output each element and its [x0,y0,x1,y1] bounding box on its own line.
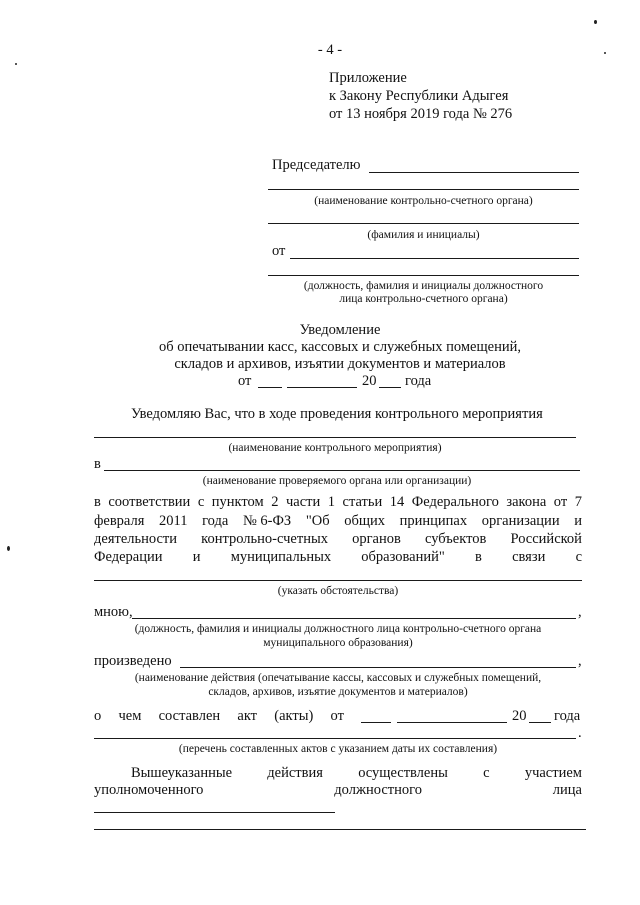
by-me-line[interactable] [132,618,576,619]
law-word: "Об [305,513,330,529]
law-word: деятельности [94,531,178,547]
acts-date-day-line[interactable] [361,722,391,723]
acts-word: от [330,708,344,724]
scan-speck [7,546,10,551]
law-word: органов [352,531,401,547]
official-line-short[interactable] [94,812,335,813]
law-word: с [197,494,205,510]
law-word: года [202,513,229,529]
law-word: 2011 [159,513,188,529]
law-word: контрольно-счетных [201,531,328,547]
scan-speck [594,20,597,24]
law-word: образований" [361,549,445,565]
law-word: субъектов [424,531,487,547]
acts-date-month-line[interactable] [397,722,507,723]
law-word: 2 [271,494,279,510]
law-word: 14 [389,494,405,510]
final-word: осуществлены [358,765,448,781]
final-word: уполномоченного [94,782,204,798]
law-word: и [192,549,201,565]
addressee-from-line[interactable] [290,258,579,259]
law-word: связи [512,549,546,565]
by-me-comma: , [578,604,582,620]
law-word: общих [344,513,386,529]
law-word: части [285,494,321,510]
law-word: статьи [342,494,383,510]
final-word: участием [524,765,582,781]
event-name-line[interactable] [94,437,576,438]
organization-line[interactable] [104,470,580,471]
final-word: должностного [334,782,422,798]
law-line-4 [94,549,582,566]
law-word: Федерального [411,494,499,510]
acts-word: составлен [158,708,221,724]
acts-list-line[interactable] [94,738,576,739]
acts-word: акт [237,708,258,724]
notice-date-day-line[interactable] [258,387,282,388]
acts-date-year-line[interactable] [529,722,551,723]
page-number: - 4 - [317,42,343,58]
law-line-1 [94,494,582,511]
law-word: февраля [94,513,145,529]
acts-words [94,708,344,725]
notice-date-prefix: от [238,373,252,389]
law-word: организации [481,513,560,529]
law-word: 7 [574,494,582,510]
notice-date-suffix: года [405,373,432,389]
by-me-label: мною, [94,604,133,620]
law-word: в [94,494,101,510]
addressee-from-label: от [272,243,286,259]
organ-caption: (наименование контрольно-счетного органа) [314,195,533,207]
circumstances-caption: (указать обстоятельства) [277,585,399,597]
in-label: в [94,456,101,472]
final-word: Вышеуказанные [131,765,233,781]
produced-comma: , [578,653,582,669]
acts-word: (акты) [274,708,314,724]
acts-year-prefix: 20 [512,708,527,724]
acts-suffix: года [554,708,581,724]
addressee-chair-line[interactable] [369,172,579,173]
by-me-caption-1: (должность, фамилия и инициалы должностного лица контрольно-счетного органа [134,623,542,635]
addressee-to-label: Председателю [272,157,361,173]
notice-date-year-prefix: 20 [362,373,377,389]
circumstances-line[interactable] [94,580,582,581]
scan-speck [15,63,17,65]
by-me-caption-2: муниципального образования) [263,637,413,649]
addressee-position-line[interactable] [268,275,579,276]
produced-label: произведено [94,653,172,669]
acts-period: . [578,725,582,741]
law-word: пунктом [211,494,264,510]
organization-caption: (наименование проверяемого органа или организации) [202,475,472,487]
law-word: муниципальных [230,549,332,565]
scan-speck [604,52,606,54]
acts-word: чем [118,708,142,724]
notice-subtitle-2: складов и архивов, изъятии документов и материалов [174,356,506,372]
final-line-1 [131,765,582,782]
law-word: закона [506,494,547,510]
addressee-name-line[interactable] [268,223,579,224]
appendix-line-1: Приложение [329,70,407,86]
law-line-2 [94,513,582,530]
notice-date-year-line[interactable] [379,387,401,388]
final-word: действия [267,765,323,781]
law-word: соответствии [108,494,191,510]
notice-title: Уведомление [299,322,381,338]
law-word: № 6-ФЗ [242,513,292,529]
final-line-2 [94,782,582,799]
final-word: лица [552,782,582,798]
addressee-organ-line[interactable] [268,189,579,190]
body-intro: Уведомляю Вас, что в ходе проведения контрольного мероприятия [131,406,543,422]
notice-subtitle-1: об опечатывании касс, кассовых и служебных помещений, [159,339,521,355]
law-word: Федерации [94,549,163,565]
law-word: с [575,549,582,565]
produced-line[interactable] [180,667,576,668]
event-caption: (наименование контрольного мероприятия) [228,442,442,454]
appendix-line-3: от 13 ноября 2019 года № 276 [329,106,513,122]
official-line-long[interactable] [94,829,586,830]
notice-date-month-line[interactable] [287,387,357,388]
final-word: с [483,765,490,781]
law-line-3 [94,531,582,548]
position-caption-2: лица контрольно-счетного органа) [339,293,508,305]
position-caption-1: (должность, фамилия и инициалы должностного [303,280,544,292]
law-word: от [553,494,568,510]
produced-caption-1: (наименование действия (опечатывание кассы, кассовых и служебных помещений, [134,672,542,684]
law-word: принципах [399,513,468,529]
law-word: и [574,513,582,529]
appendix-line-2: к Закону Республики Адыгея [329,88,509,104]
produced-caption-2: складов, архивов, изъятие документов и материалов) [208,686,468,698]
acts-word: о [94,708,102,724]
name-caption: (фамилия и инициалы) [367,229,480,241]
acts-caption: (перечень составленных актов с указанием даты их составления) [178,743,498,755]
law-word: Российской [510,531,582,547]
law-word: в [475,549,482,565]
law-word: 1 [327,494,336,510]
